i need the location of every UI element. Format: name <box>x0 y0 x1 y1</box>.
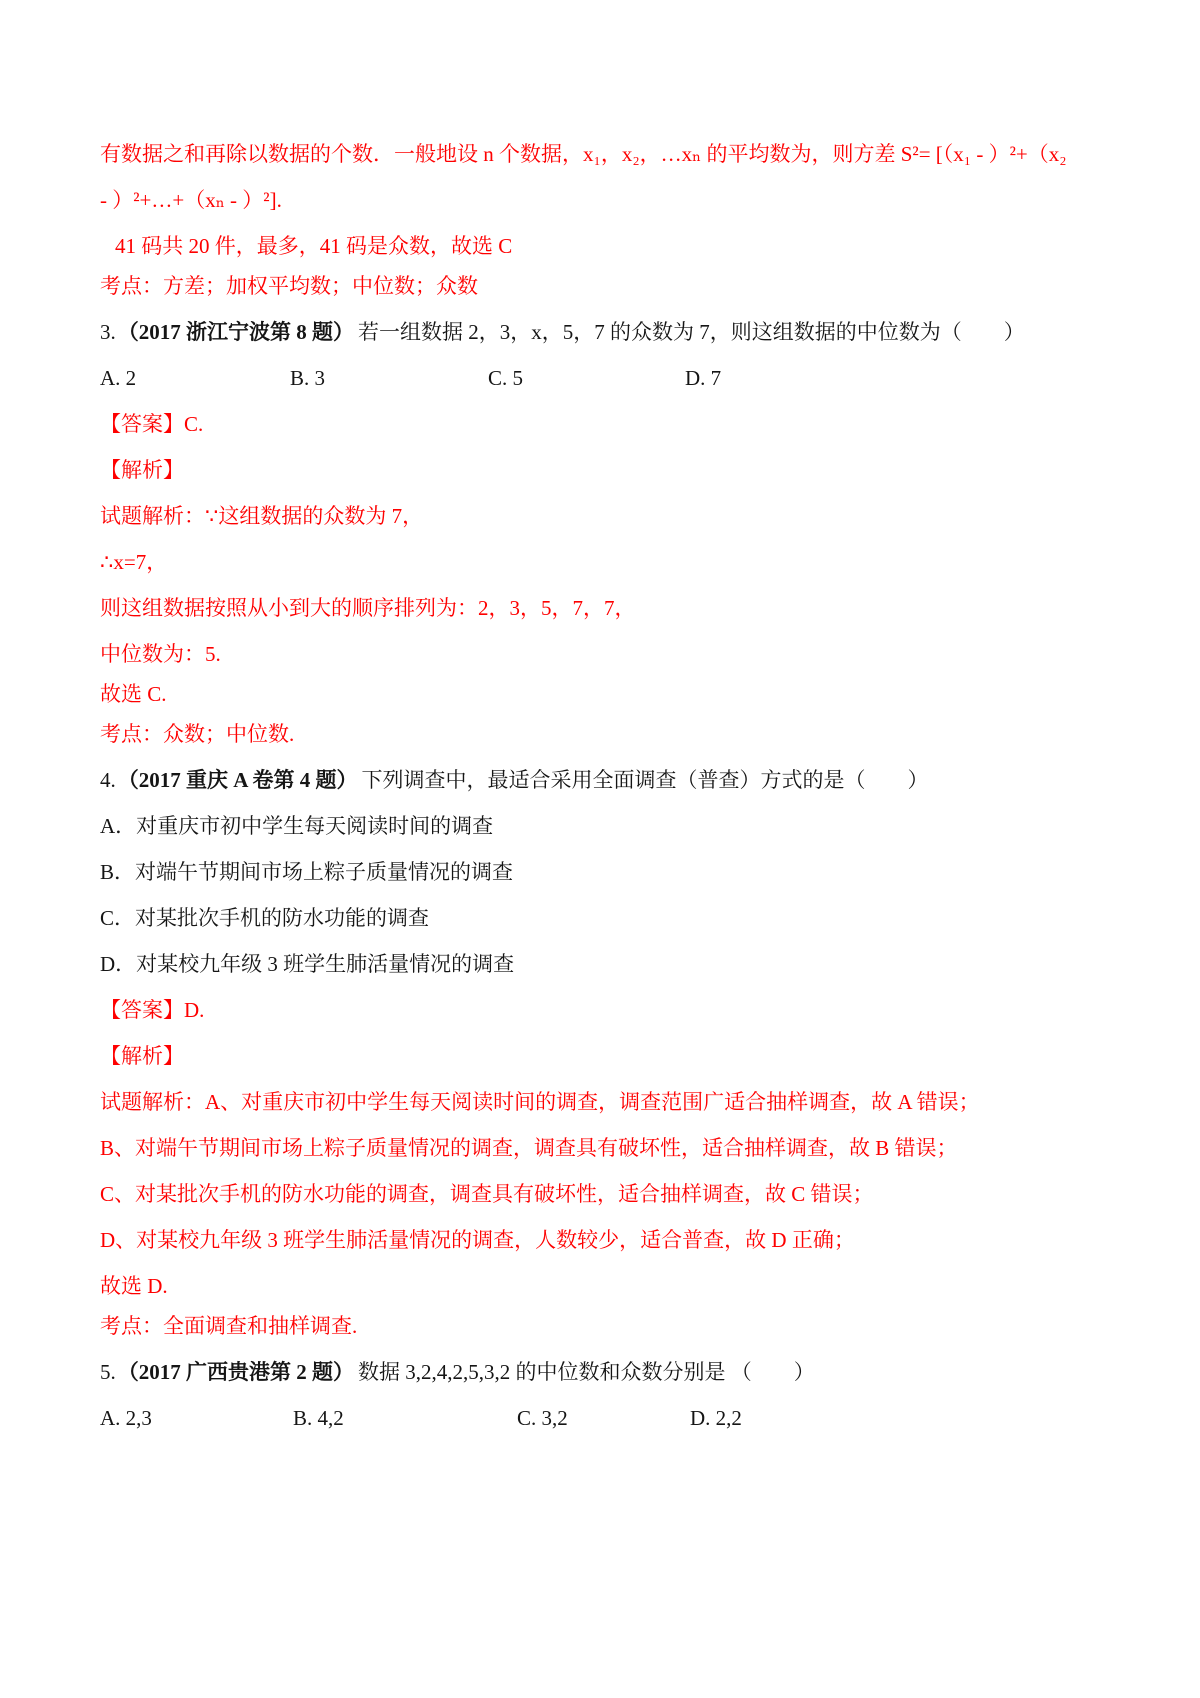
question-3-analysis-line: 则这组数据按照从小到大的顺序排列为：2，3，5，7，7， <box>100 596 636 620</box>
question-3-text: 若一组数据 2，3，x，5，7 的众数为 7，则这组数据的中位数为（ ） <box>358 320 1025 344</box>
question-4-answer-line <box>100 996 1108 1025</box>
question-5-text: 数据 3,2,4,2,5,3,2 的中位数和众数分别是 （ ） <box>358 1360 815 1384</box>
question-4-analysis-line: C、对某批次手机的防水功能的调查，调查具有破坏性，适合抽样调查，故 C 错误； <box>100 1182 874 1206</box>
question-3-stem <box>100 318 1108 347</box>
question-4-analysis-heading: 【解析】 <box>100 1044 184 1068</box>
question-4-option-a: A．对重庆市初中学生每天阅读时间的调查 <box>100 814 494 838</box>
question-4-option-d: D．对某校九年级 3 班学生肺活量情况的调查 <box>100 952 515 976</box>
question-3-options-row <box>100 364 1108 393</box>
question-3-conclusion-line: 故选 C. <box>100 682 167 706</box>
answer-label: 【答案】 <box>100 998 184 1022</box>
question-4-number: 4. <box>100 768 116 792</box>
question-4-text: 下列调查中，最适合采用全面调查（普查）方式的是（ ） <box>361 768 929 792</box>
keypoints-line-q2: 考点：方差；加权平均数；中位数；众数 <box>100 274 478 298</box>
question-3-analysis-heading: 【解析】 <box>100 458 184 482</box>
question-4-option-b: B．对端午节期间市场上粽子质量情况的调查 <box>100 860 514 884</box>
question-5-option-b: B. 4,2 <box>293 1406 344 1430</box>
question-3-analysis-line: 试题解析：∵这组数据的众数为 7， <box>100 504 424 528</box>
variance-formula-line-1: 有数据之和再除以数据的个数．一般地设 n 个数据，x₁，x₂，…xₙ 的平均数为，则方差 S²= [（x₁ - ）²+（x₂ <box>100 142 1067 166</box>
question-4-conclusion-line: 故选 D. <box>100 1274 168 1298</box>
question-4-source: （2017 重庆 A 卷第 4 题） <box>117 768 358 792</box>
question-3-analysis-line: 中位数为：5. <box>100 642 221 666</box>
question-5-stem <box>100 1358 1108 1387</box>
variance-formula-line-2: - ）²+…+（xₙ - ）²]. <box>100 188 282 212</box>
question-4-answer-value: D. <box>184 998 205 1022</box>
question-5-number: 5. <box>100 1360 116 1384</box>
question-3-option-b: B. 3 <box>290 366 326 390</box>
question-3-answer-value: C. <box>184 412 204 436</box>
question-3-number: 3. <box>100 320 116 344</box>
answer-label: 【答案】 <box>100 412 184 436</box>
question-4-analysis-line: 试题解析：A、对重庆市初中学生每天阅读时间的调查，调查范围广适合抽样调查，故 A 错误； <box>100 1090 980 1114</box>
question-3-answer-line <box>100 410 1108 439</box>
question-3-analysis-line: ∴x=7， <box>100 550 168 574</box>
question-3-option-c: C. 5 <box>488 366 524 390</box>
question-5-source: （2017 广西贵港第 2 题） <box>117 1360 354 1384</box>
question-5-options-row <box>100 1404 1108 1433</box>
question-5-option-c: C. 3,2 <box>517 1406 568 1430</box>
question-4-option-c: C．对某批次手机的防水功能的调查 <box>100 906 430 930</box>
question-3-option-d: D. 7 <box>685 366 722 390</box>
question-5-option-a: A. 2,3 <box>100 1406 152 1430</box>
question-4-keypoints-line: 考点：全面调查和抽样调查. <box>100 1314 358 1338</box>
question-5-option-d: D. 2,2 <box>690 1406 742 1430</box>
question-3-option-a: A. 2 <box>100 366 137 390</box>
question-3-source: （2017 浙江宁波第 8 题） <box>117 320 354 344</box>
mode-conclusion-line: 41 码共 20 件，最多，41 码是众数，故选 C <box>115 234 513 258</box>
question-4-analysis-line: D、对某校九年级 3 班学生肺活量情况的调查，人数较少，适合普查，故 D 正确； <box>100 1228 855 1252</box>
question-4-analysis-line: B、对端午节期间市场上粽子质量情况的调查，调查具有破坏性，适合抽样调查，故 B 错误； <box>100 1136 958 1160</box>
question-4-stem <box>100 766 1108 795</box>
question-3-keypoints-line: 考点：众数；中位数. <box>100 722 295 746</box>
